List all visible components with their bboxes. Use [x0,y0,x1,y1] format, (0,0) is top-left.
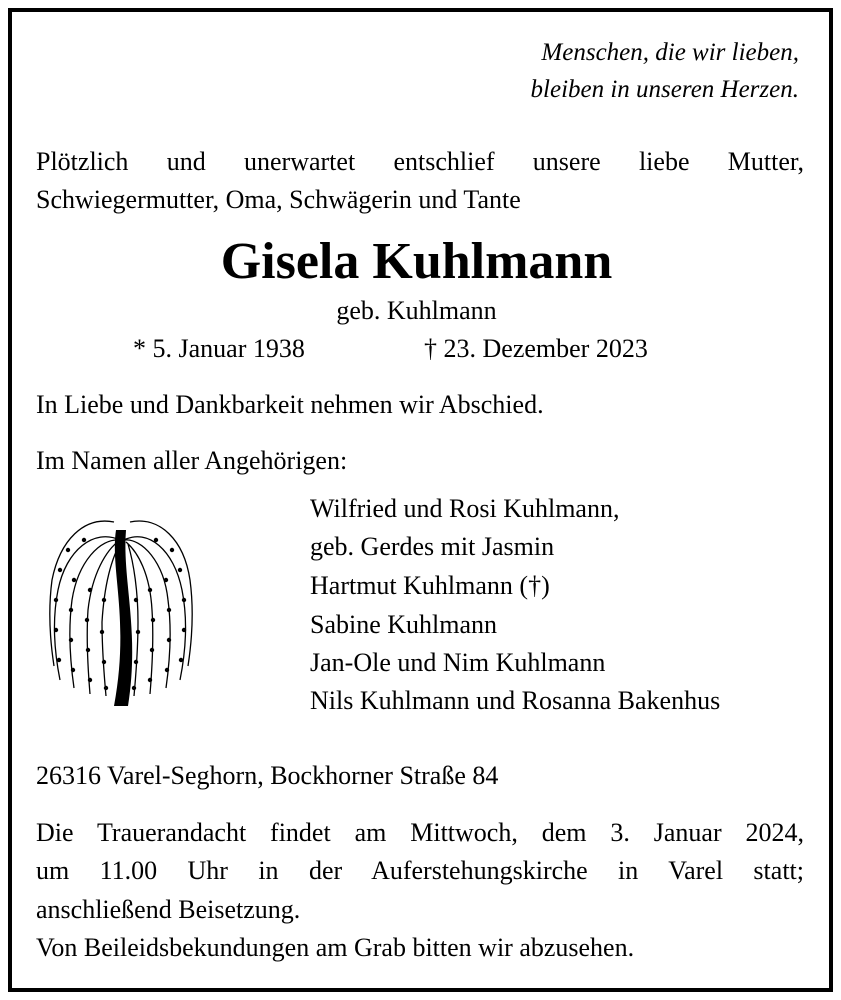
birth-name: geb. Kuhlmann [336,296,497,325]
service-line-4: Von Beileidsbekundungen am Grab bitten wir abzusehen. [36,933,635,962]
service-line-1: Die Trauerandacht findet am Mittwoch, dem 3. Januar 2024, [36,818,804,847]
address: 26316 Varel-Seghorn, Bockhorner Straße 84 [36,761,499,790]
weeping-willow-icon [44,510,196,710]
motto-line-1: Menschen, die wir lieben, [541,39,799,66]
relative-line: Nils Kuhlmann und Rosanna Bakenhus [310,686,721,715]
deceased-name: Gisela Kuhlmann [220,233,613,290]
relative-line: geb. Gerdes mit Jasmin [310,532,555,561]
farewell-text: In Liebe und Dankbarkeit nehmen wir Abschied. [36,390,544,419]
intro-line-2: Schwiegermutter, Oma, Schwägerin und Tante [36,185,521,214]
willow-trunk [114,530,132,706]
intro-line-1: Plötzlich und unerwartet entschlief unsere liebe Mutter, [36,147,804,176]
motto-line-2: bleiben in unseren Herzen. [530,76,799,103]
weeping-willow-drawing [44,510,196,710]
relatives-intro: Im Namen aller Angehörigen: [36,446,348,475]
service-line-2: um 11.00 Uhr in der Auferstehungskirche in Varel statt; [36,856,804,885]
death-date: † 23. Dezember 2023 [424,334,648,363]
service-line-3: anschließend Beisetzung. [36,895,301,924]
relative-line: Sabine Kuhlmann [310,610,498,639]
relative-line: Jan-Ole und Nim Kuhlmann [310,648,606,677]
motto [531,34,799,108]
birth-date: * 5. Januar 1938 [133,334,305,363]
relative-line: Wilfried und Rosi Kuhlmann, [310,494,620,523]
relative-line: Hartmut Kuhlmann (†) [310,571,550,600]
